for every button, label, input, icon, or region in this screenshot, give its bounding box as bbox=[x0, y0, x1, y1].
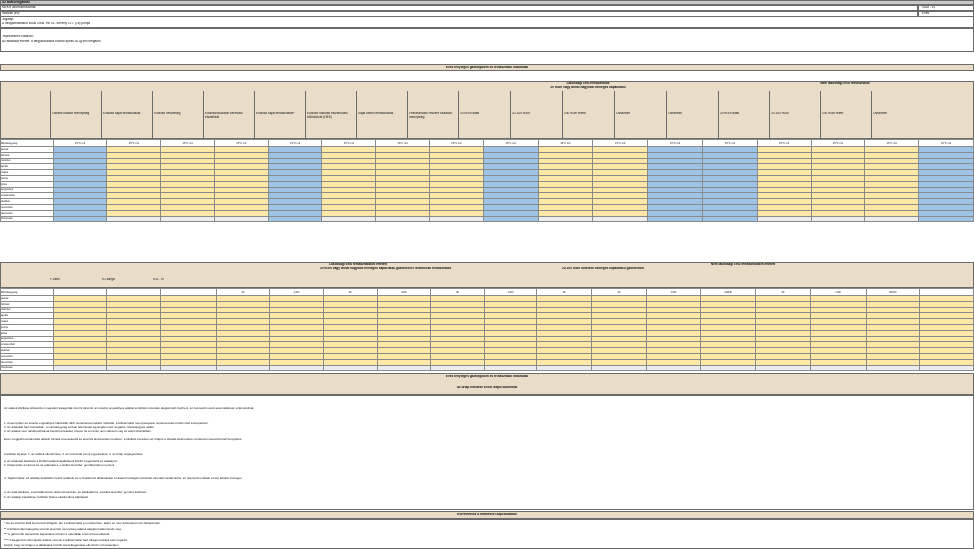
form-code: VÁM - v1 bbox=[922, 6, 936, 9]
table1-unit-cell: 15°C m3 bbox=[483, 140, 538, 147]
instruction-line: b. Kiterjesztés és Excel-be az adatokat a „Letöltés Excelbe” gombbal lehet menteni. bbox=[4, 463, 116, 467]
table1-input-cell bbox=[53, 216, 107, 222]
table2-unit-cell: m3/h bbox=[810, 289, 866, 296]
table1-row-label: április bbox=[1, 164, 54, 170]
table1-column-header: Összesen bbox=[616, 112, 631, 115]
table1-input-cell bbox=[483, 216, 538, 222]
deadline-label: Teljesítéshez határidő: bbox=[2, 35, 34, 38]
table1-row-label: november bbox=[1, 204, 54, 210]
table2-row bbox=[1, 365, 974, 371]
table2-row-label: szeptember bbox=[1, 342, 54, 348]
table2-row-label: december bbox=[1, 359, 54, 365]
instruction-line: 1. Amennyiben az elosztó engedélyes hálózatán több rendszerüzemeltető működik, a felhasználói mennyiségeket rendszerenként külön kell szerepeltetni. bbox=[4, 421, 209, 425]
table1-row bbox=[1, 216, 974, 222]
table2-input-cell bbox=[701, 365, 756, 371]
table1-row-label: Összesen bbox=[1, 216, 54, 222]
footnote-line: Kérjük, hogy az űrlapon a táblázatok közötti összefüggéseket ellenőrizni szíveskedjen! bbox=[4, 543, 119, 547]
table2-row-label: augusztus bbox=[1, 336, 54, 342]
legal-basis-label: Jogalap: bbox=[2, 18, 15, 21]
table2-unit-cell: db bbox=[537, 289, 592, 296]
table2-unit-cell: m3/h bbox=[270, 289, 324, 296]
table1-unit-cell: 15°C m3 bbox=[919, 140, 974, 147]
table1-unit-cell: 15°C m3 bbox=[757, 140, 811, 147]
period-type: Éves bbox=[922, 12, 930, 15]
footnote-line: * Ha az elosztói által beszerzett földgázt, ide a felhasználói a rendszerben, akkor az nem feltüntetett mint felhasználói. bbox=[4, 521, 161, 525]
table1-group-a-sub: 20 m3/h vagy annál nagyobb névleges kapacitású bbox=[550, 86, 626, 89]
legal-basis-divider bbox=[0, 27, 974, 29]
table2-unit-cell bbox=[53, 289, 107, 296]
table2-unit-row-label: Mértékegység bbox=[1, 289, 54, 296]
table2-group-a-sub: 20 m3/h vagy annál nagyobb névleges kapacitású gázmérővel rendelkező felhasználók bbox=[320, 266, 452, 270]
table1-column-divider bbox=[820, 91, 821, 139]
table1-unit-cell: 15°C m3 bbox=[107, 140, 161, 147]
table2-group-b: Nem lakossági célú felhasználókra értetett bbox=[710, 262, 776, 266]
table2-row-label: április bbox=[1, 313, 54, 319]
table1-input-cell bbox=[648, 216, 703, 222]
table2-input-cell bbox=[160, 365, 216, 371]
table2-input-cell bbox=[431, 365, 485, 371]
table1-column-divider bbox=[101, 91, 102, 139]
table1-column-header: Elosztóhálózaton keresztül elszállított bbox=[205, 112, 243, 119]
table1-column-divider bbox=[356, 91, 357, 139]
table2-input-cell bbox=[756, 365, 811, 371]
instruction-line: 3. Az adatok nem tartalmazhatnak becsült értékeket, kivéve ha a mérés nem valósult meg az adott időszakban. bbox=[4, 429, 152, 433]
table2-group-b-sub: 20-100 m3/h kötelező névleges kapacitású gázmérővel bbox=[562, 266, 645, 270]
table1-column-header: Összesen bbox=[873, 112, 888, 115]
header-title: Az adatszolgáltató bbox=[2, 0, 30, 4]
table1-column-divider bbox=[305, 91, 306, 139]
table2-unit-cell: db bbox=[216, 289, 270, 296]
table1-title: Éves tényleges gázforgalom és felhasználói naturáliák bbox=[445, 65, 529, 69]
table1-unit-cell: 15°C m3 bbox=[268, 140, 322, 147]
table1-column-divider bbox=[614, 91, 615, 139]
footnote-line: ** A felhasználói kategória szerinti elosztott mennyiség adatok alapján határozandó meg. bbox=[4, 526, 122, 531]
table1-column-divider bbox=[510, 91, 511, 139]
table2-unit-cell bbox=[107, 289, 161, 296]
table2-input-cell bbox=[377, 365, 431, 371]
table1-input-cell bbox=[919, 216, 974, 222]
table1-column-divider bbox=[458, 91, 459, 139]
instructions-title: Éves tényleges gázforgalom és felhasználói naturáliák bbox=[445, 375, 529, 378]
table1-input-cell bbox=[811, 216, 865, 222]
table1-column-header: 20 m3/h alatti bbox=[720, 112, 740, 115]
table2-input-cell bbox=[920, 365, 974, 371]
footnotes-title: Észrevételek a kitöltéssel kapcsolatban bbox=[457, 513, 517, 516]
table2-input-cell bbox=[323, 365, 377, 371]
table1-grid bbox=[0, 139, 974, 222]
table2-col-a: F-öltés bbox=[50, 278, 60, 281]
table1-unit-cell: 15°C m3 bbox=[322, 140, 376, 147]
table2-row-label: Összesen bbox=[1, 365, 54, 371]
table2-input-cell bbox=[592, 365, 647, 371]
table1-unit-cell: 15°C m3 bbox=[865, 140, 919, 147]
table1-row-label: június bbox=[1, 175, 54, 181]
table2-unit-cell: m3/h bbox=[646, 289, 701, 296]
table1-row-label: szeptember bbox=[1, 193, 54, 199]
footnote-line: *** A gázmérők összesített kapacitása szerinti a naturáliák szerinti besorolással. bbox=[4, 532, 110, 536]
table1-column-header: Felhasználók részére szállított mennyiség bbox=[409, 112, 452, 119]
table1-input-cell bbox=[214, 216, 268, 222]
table1-column-divider bbox=[718, 91, 719, 139]
table1-column-header: Összes kiadott mennyiség bbox=[52, 112, 90, 115]
table1-column-divider bbox=[666, 91, 667, 139]
table1-unit-cell: 15°C m3 bbox=[214, 140, 268, 147]
table2-row-label: március bbox=[1, 307, 54, 313]
table1-column-header: Elosztói saját felhasználás bbox=[103, 112, 141, 115]
table1-column-divider bbox=[50, 91, 51, 139]
table1-unit-cell: 15°C m3 bbox=[376, 140, 430, 147]
instruction-line: 4. Tájékoztatás: az adatlap beküldött mezőit (adatok) és a hivatkozott táblázatokat a Hivatal honlapján közzétett útmutató tartalmazza; az összesítő értékek a havi adatok összegei. bbox=[4, 476, 243, 480]
table2-unit-cell: kWh/h bbox=[701, 289, 756, 296]
table1-column-divider bbox=[769, 91, 770, 139]
table1-row-label: július bbox=[1, 181, 54, 187]
table1-input-cell bbox=[429, 216, 483, 222]
table1-input-cell bbox=[757, 216, 811, 222]
table1-input-cell bbox=[538, 216, 593, 222]
table1-unit-cell: 15°C m3 bbox=[811, 140, 865, 147]
table1-column-header: Összesen bbox=[668, 112, 683, 115]
table1-row-label: augusztus bbox=[1, 187, 54, 193]
table2-unit-cell: kWh/h bbox=[866, 289, 920, 296]
table2-grid bbox=[0, 288, 974, 371]
table1-row-label: február bbox=[1, 152, 54, 158]
table1-input-cell bbox=[322, 216, 376, 222]
table1-row-label: május bbox=[1, 170, 54, 176]
table1-row-label: október bbox=[1, 199, 54, 205]
table2-unit-cell bbox=[160, 289, 216, 296]
table2-col-b: K1 sarga bbox=[102, 278, 115, 281]
table1-unit-cell: 15°C m3 bbox=[53, 140, 107, 147]
table2-unit-cell bbox=[920, 289, 974, 296]
table2-unit-cell: db bbox=[431, 289, 485, 296]
table1-unit-cell: 15°C m3 bbox=[648, 140, 703, 147]
table1-input-cell bbox=[865, 216, 919, 222]
table2-input-cell bbox=[53, 365, 107, 371]
instruction-line: Az adatok kitöltése kötelezően megadott kategóriák szerint történik; az elosztó engedélyes adatait a kitöltési útmutató alapján kell rögzíteni, az összesítő sorok automatikusan számolódnak. bbox=[4, 406, 255, 410]
table2-group-a: Lakossági célú felhasználókra értetett bbox=[329, 262, 387, 266]
table2-unit-cell: m3/h bbox=[484, 289, 537, 296]
table1-input-cell bbox=[702, 216, 757, 222]
table1-column-header: 100 m3/h felett bbox=[822, 112, 844, 115]
table2-input-cell bbox=[107, 365, 161, 371]
table2-input-cell bbox=[537, 365, 592, 371]
table1-unit-cell: 15°C m3 bbox=[538, 140, 593, 147]
table1-column-header: 20-100 m3/h bbox=[512, 112, 530, 115]
table2-input-cell bbox=[646, 365, 701, 371]
instructions-subtitle: Az űrlap kitöltése Excel alapú sablonnal bbox=[456, 386, 518, 389]
table2-unit-cell: db bbox=[592, 289, 647, 296]
table1-unit-row-label: Mértékegység bbox=[1, 140, 54, 147]
table2-unit-cell: db bbox=[756, 289, 811, 296]
table1-column-header: Elosztói hálózati elszámolási különbözet (HEK) bbox=[307, 112, 348, 119]
table1-column-header: 20-100 m3/h bbox=[771, 112, 789, 115]
table1-row-label: december bbox=[1, 210, 54, 216]
table1-column-header: Elosztói saját felhasználás* bbox=[256, 112, 295, 115]
table2-input-cell bbox=[810, 365, 866, 371]
table1-header-area bbox=[0, 81, 974, 139]
table2-input-cell bbox=[270, 365, 324, 371]
table1-group-a: Lakossági célú felhasználók bbox=[566, 81, 610, 85]
instruction-line: a. Az adatokat felelősök a kitöltött adatszolgáltatások kitöltő megerősítik az adatlapon. bbox=[4, 459, 119, 463]
table2-row-label: június bbox=[1, 324, 54, 330]
instruction-line: Ezen megjelölt elszámolási adatok forrása a kereskedői és elosztói elszámolási rendszer; a kitöltést követően az űrlapot a Hivatal elektronikus rendszerén keresztül kell benyújtani. bbox=[4, 437, 243, 441]
table2-unit-row bbox=[1, 289, 974, 296]
table1-column-divider bbox=[562, 91, 563, 139]
legal-basis-text: A földgázellátásról szóló 2008. évi XL. törvény 127. § a) pontja bbox=[2, 22, 91, 25]
footnote-line: **** A kiegészítő információk adatok szerinti a felhasználók havi átlagos értékeit kell megadni. bbox=[4, 537, 128, 542]
table1-unit-cell: 15°C m3 bbox=[593, 140, 648, 147]
table1-row-label: január bbox=[1, 147, 54, 153]
table2-col-c: K11 - r0 bbox=[153, 278, 165, 281]
table1-column-divider bbox=[871, 91, 872, 139]
table1-unit-row bbox=[1, 140, 974, 147]
table1-input-cell bbox=[161, 216, 215, 222]
instruction-line: A kitöltés lépései: 1. az adatok ellenőrzése; 2. az összesítő sorok egyeztetése; 3. az űrlap véglegesítése. bbox=[4, 452, 144, 456]
table1-unit-cell: 15°C m3 bbox=[161, 140, 215, 147]
table1-column-header: Elosztói veszteség bbox=[154, 112, 181, 115]
table1-input-cell bbox=[268, 216, 322, 222]
table2-unit-cell: m3/h bbox=[377, 289, 431, 296]
table1-group-b: Nem lakossági célú felhasználók bbox=[820, 81, 870, 85]
deadline-text: Az adatokat évente, a tárgyidőszakot követő április 30-ig kell megadni. bbox=[2, 40, 102, 43]
table2-row-label: január bbox=[1, 296, 54, 302]
table2-row-label: október bbox=[1, 348, 54, 354]
instruction-line: b. Az adatlap beküldése: feltöltés hiteles elektronikus aláírással. bbox=[4, 495, 89, 499]
period-label: Időszak (év): bbox=[2, 12, 21, 15]
table2-row-label: november bbox=[1, 353, 54, 359]
table1-column-header: 20 m3/h alatti bbox=[460, 112, 480, 115]
table1-column-divider bbox=[254, 91, 255, 139]
table1-input-cell bbox=[376, 216, 430, 222]
table1-input-cell bbox=[107, 216, 161, 222]
table1-column-divider bbox=[407, 91, 408, 139]
table1-column-header: 100 m3/h feletti bbox=[564, 112, 586, 115]
table1-column-header: Saját üzemi felhasználás bbox=[358, 112, 394, 115]
table2-row-label: május bbox=[1, 319, 54, 325]
table1-unit-cell: 15°C m3 bbox=[429, 140, 483, 147]
table2-unit-cell: db bbox=[323, 289, 377, 296]
table1-input-cell bbox=[593, 216, 648, 222]
table2-input-cell bbox=[216, 365, 270, 371]
instruction-line: 2. Az adatokat havi bontásban, a mértékegység sorban feltüntetett egységben kell megadni, tizedesjegyek nélkül. bbox=[4, 425, 155, 429]
table1-row-label: március bbox=[1, 158, 54, 164]
instruction-line: a. Az adat kitöltése, exportálás Excel dokumentumban, az adatlapból a „Letöltés Excelbe” gombra kattintva. bbox=[4, 490, 147, 494]
table2-row-label: február bbox=[1, 301, 54, 307]
table2-input-cell bbox=[866, 365, 920, 371]
table2-row-label: július bbox=[1, 330, 54, 336]
table1-column-divider bbox=[152, 91, 153, 139]
provider-id-label: MEKH azonosítószáma: bbox=[2, 6, 37, 9]
table1-unit-cell: 15°C m3 bbox=[702, 140, 757, 147]
period-cell[interactable] bbox=[0, 11, 918, 17]
table1-column-divider bbox=[203, 91, 204, 139]
table2-input-cell bbox=[484, 365, 537, 371]
